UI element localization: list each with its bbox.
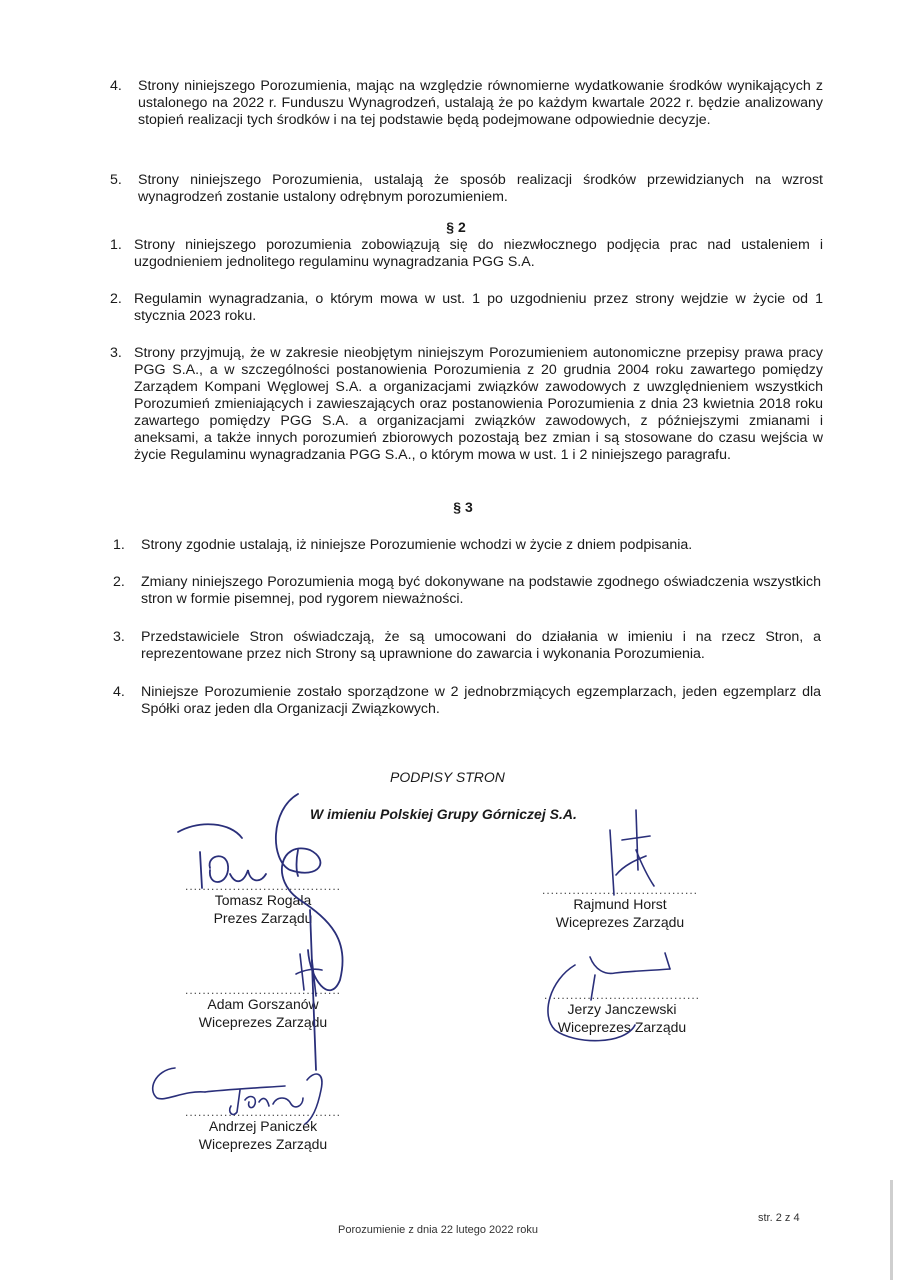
clause-text: Strony niniejszego porozumienia zobowiązują się do niezwłocznego podjęcia prac nad ustaleniem i uzgodnieniem jednolitego regulaminu wynagradzania PGG S.A. bbox=[134, 237, 823, 270]
clause-text: Strony zgodnie ustalają, iż niniejsze Porozumienie wchodzi w życie z dniem podpisania. bbox=[141, 537, 693, 553]
clause-number: 2. bbox=[113, 574, 125, 590]
handwritten-signature-horst bbox=[600, 800, 660, 900]
clause-text: Niniejsze Porozumienie zostało sporządzone w 2 jednobrzmiących egzemplarzach, jeden egzemplarz dla Spółki oraz jeden dla Organizacji Związkowych. bbox=[141, 684, 821, 717]
section-3-heading: § 3 bbox=[453, 499, 473, 515]
signatory-name: Jerzy Janczewski bbox=[567, 1001, 677, 1017]
s2-clause-3 bbox=[110, 345, 823, 464]
page-number: str. 2 z 4 bbox=[758, 1212, 800, 1224]
clause-5 bbox=[110, 172, 823, 206]
clause-number: 3. bbox=[113, 629, 125, 645]
handwritten-signature-gorszanow bbox=[290, 950, 330, 1000]
clause-number: 1. bbox=[113, 537, 125, 553]
clause-number: 2. bbox=[110, 291, 122, 307]
signatory-name: Rajmund Horst bbox=[573, 896, 667, 912]
clause-text: Strony niniejszego Porozumienia, ustalają że sposób realizacji środków przewidzianych na wzrost wynagrodzeń zostanie ustalony odrębnym porozumieniem. bbox=[138, 172, 823, 205]
signature-line: .................................... bbox=[541, 885, 699, 895]
s3-clause-4 bbox=[113, 684, 821, 718]
signatory-name: Adam Gorszanów bbox=[207, 996, 319, 1012]
signatory-role: Wiceprezes Zarządu bbox=[198, 1136, 328, 1152]
signatory-role: Wiceprezes Zarządu bbox=[198, 1014, 328, 1030]
clause-4 bbox=[110, 78, 823, 129]
section-2-heading: § 2 bbox=[446, 219, 466, 235]
signatures-heading: PODPISY STRON bbox=[390, 769, 505, 785]
signature-line: .................................... bbox=[184, 881, 342, 891]
s3-clause-1 bbox=[113, 537, 821, 554]
document-footer: Porozumienie z dnia 22 lutego 2022 roku bbox=[338, 1224, 538, 1236]
clause-number: 5. bbox=[110, 172, 122, 188]
scan-edge bbox=[890, 1180, 893, 1280]
clause-text: Strony przyjmują, że w zakresie nieobjętym niniejszym Porozumieniem autonomiczne przepisy prawa pracy PGG S.A., a w szczególności postanowienia Porozumienia z 20 grudnia 2004 roku zawartego pomiędzy Zarządem Kompani Węglowej S.A. a organizacjami związków zawodowych z uwzględnieniem wszystkich Porozumień zmieniających i zawieszających oraz postanowienia Porozumienia z dnia 23 kwietnia 2018 roku zawartego pomiędzy PGG S.A. a organizacjami związków zawodowych, z późniejszymi zmianami i aneksami, a także innych porozumień zbiorowych pozostają bez zmian i są stosowane do czasu wejścia w życie Regulaminu wynagradzania PGG S.A., o którym mowa w ust. 1 i 2 niniejszego paragrafu. bbox=[134, 345, 823, 463]
clause-number: 4. bbox=[110, 78, 122, 94]
s2-clause-1 bbox=[110, 237, 823, 271]
signatory-role: Wiceprezes Zarządu bbox=[557, 1019, 687, 1035]
s3-clause-3 bbox=[113, 629, 821, 663]
clause-number: 3. bbox=[110, 345, 122, 361]
handwritten-signature-paniczek bbox=[145, 1060, 345, 1130]
handwritten-signature-rogala bbox=[170, 790, 370, 1070]
clause-text: Zmiany niniejszego Porozumienia mogą być dokonywane na podstawie zgodnego oświadczenia wszystkich stron w formie pisemnej, pod rygorem nieważności. bbox=[141, 574, 821, 607]
s2-clause-2 bbox=[110, 291, 823, 325]
s3-clause-2 bbox=[113, 574, 821, 608]
signature-line: .................................... bbox=[184, 1107, 342, 1117]
signatory-name: Tomasz Rogala bbox=[214, 892, 312, 908]
clause-number: 4. bbox=[113, 684, 125, 700]
company-name: W imieniu Polskiej Grupy Górniczej S.A. bbox=[310, 806, 577, 822]
signature-line: .................................... bbox=[543, 990, 701, 1000]
clause-text: Przedstawiciele Stron oświadczają, że są umocowani do działania w imieniu i na rzecz Stron, a reprezentowane przez nich Strony są uprawnione do zawarcia i wykonania Porozumienia. bbox=[141, 629, 821, 662]
signatory-role: Wiceprezes Zarządu bbox=[555, 914, 685, 930]
handwritten-signature-janczewski bbox=[535, 945, 705, 1045]
clause-text: Strony niniejszego Porozumienia, mając na względzie równomierne wydatkowanie środków wynikających z ustalonego na 2022 r. Funduszu Wynagrodzeń, ustalają że po każdym kwartale 2022 r. będzie analizowany stopień realizacji tych środków i na tej podstawie będą podejmowane odpowiednie decyzje. bbox=[138, 78, 823, 128]
signatory-name: Andrzej Paniczek bbox=[208, 1118, 318, 1134]
signatory-role: Prezes Zarządu bbox=[213, 910, 313, 926]
signature-line: .................................... bbox=[184, 985, 342, 995]
clause-text: Regulamin wynagradzania, o którym mowa w ust. 1 po uzgodnieniu przez strony wejdzie w życie od 1 stycznia 2023 roku. bbox=[134, 291, 823, 324]
clause-number: 1. bbox=[110, 237, 122, 253]
